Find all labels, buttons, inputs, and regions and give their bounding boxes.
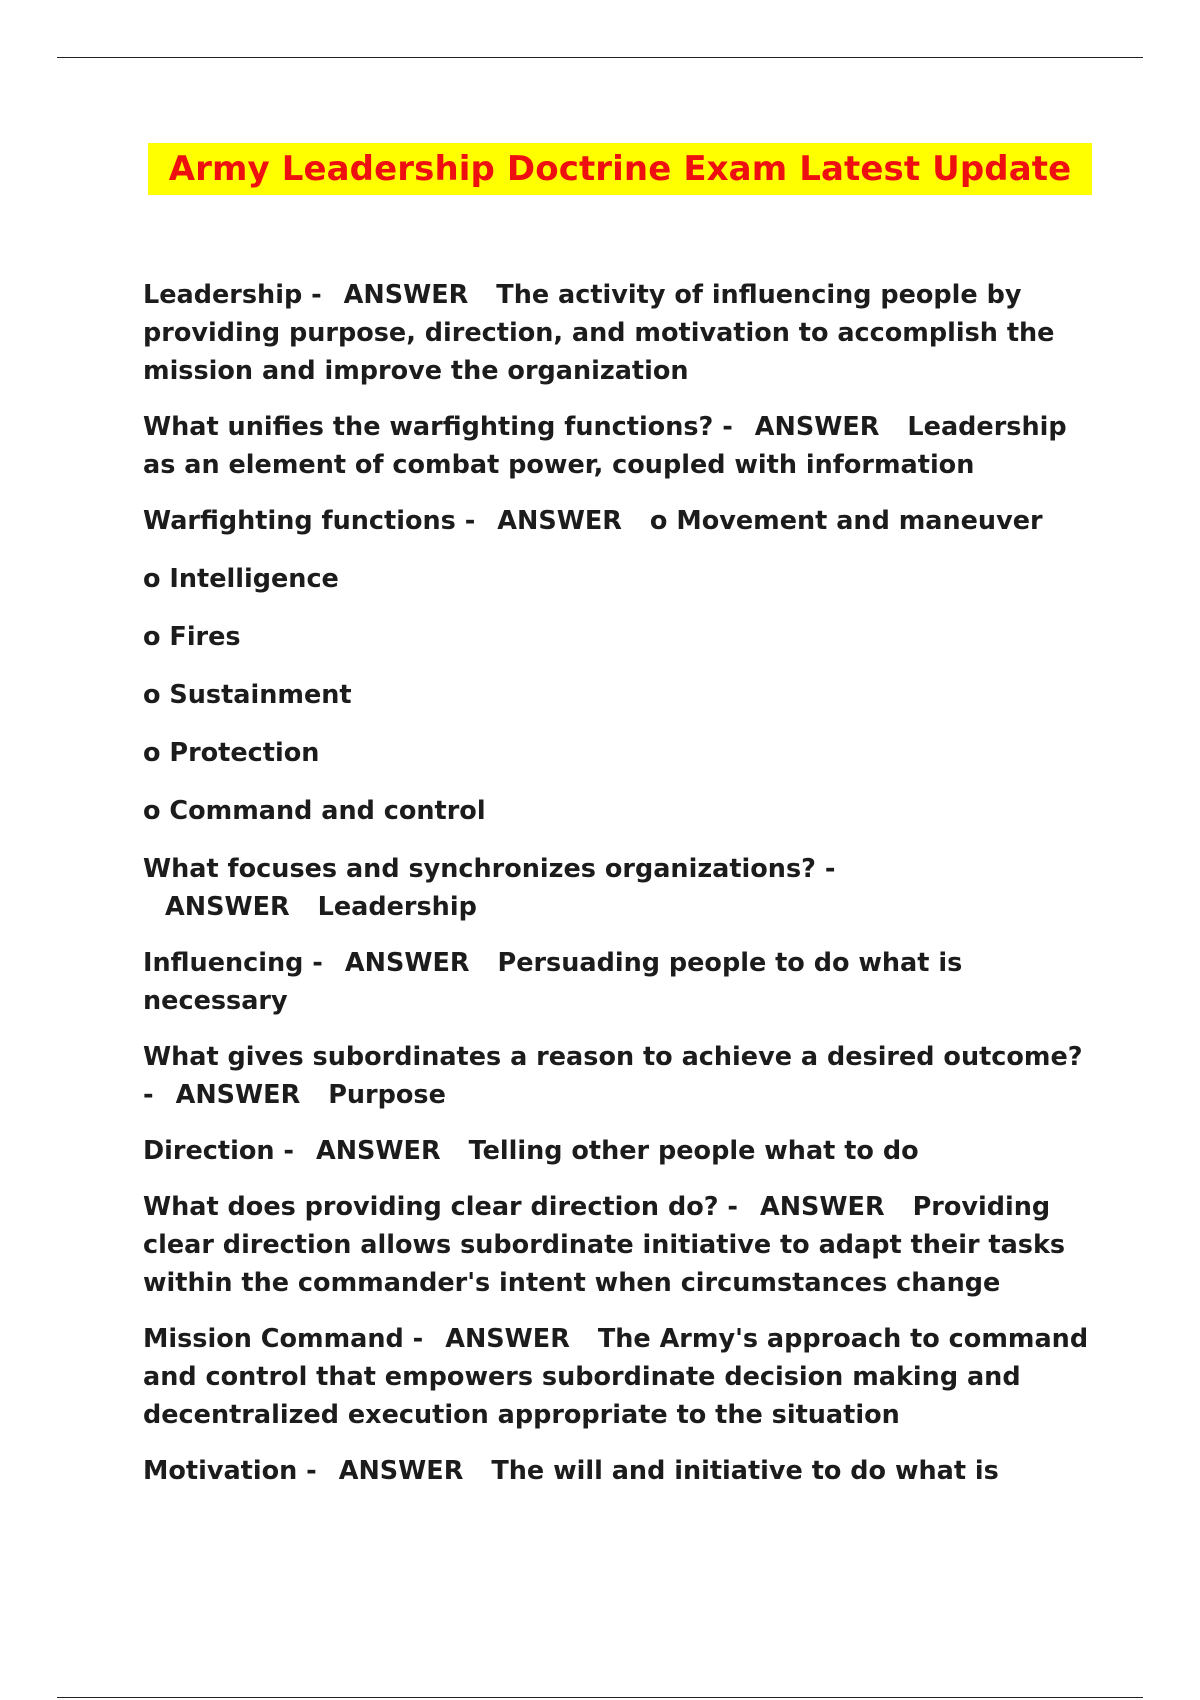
question: Motivation - xyxy=(143,1456,317,1486)
question: What focuses and synchronizes organizations? - xyxy=(143,854,836,884)
answer: The Army's approach to command and control that empowers subordinate decision making and decentralized execution appropriate to the situation xyxy=(143,1324,1089,1430)
answer-marker: ANSWER xyxy=(445,1324,570,1354)
answer: The activity of influencing people by providing purpose, direction, and motivation to accomplish the mission and improve the organization xyxy=(143,280,1055,386)
qa-item xyxy=(143,1320,1093,1434)
question: Influencing - xyxy=(143,948,323,978)
answer-marker: ANSWER xyxy=(344,948,470,978)
answer: Providing clear direction allows subordinate initiative to adapt their tasks within the commander's intent when circumstances change xyxy=(143,1192,1066,1298)
qa-item xyxy=(143,502,1093,540)
question: Warfighting functions - xyxy=(143,506,476,536)
answer-marker: ANSWER xyxy=(759,1192,885,1222)
question: What unifies the warfighting functions? - xyxy=(143,412,733,442)
bottom-rule xyxy=(57,1697,1143,1698)
qa-item xyxy=(143,408,1093,484)
answer: o Movement and maneuver xyxy=(649,506,1043,536)
bullet-item: o Intelligence xyxy=(143,564,339,594)
qa-item xyxy=(143,1038,1093,1114)
answer: Persuading people to do what is necessary xyxy=(143,948,963,1016)
title-highlight xyxy=(148,143,1092,195)
qa-item xyxy=(143,944,1093,1020)
qa-item xyxy=(143,850,1093,926)
answer-marker: ANSWER xyxy=(497,506,622,536)
bullet-item: o Command and control xyxy=(143,796,486,826)
document-body xyxy=(143,276,1093,1508)
qa-item xyxy=(143,276,1093,390)
answer-marker: ANSWER xyxy=(338,1456,464,1486)
answer-marker: ANSWER xyxy=(754,412,880,442)
bullet-item: o Fires xyxy=(143,622,241,652)
answer: Leadership xyxy=(317,892,477,922)
question: Direction - xyxy=(143,1136,294,1166)
answer: Purpose xyxy=(328,1080,446,1110)
answer-marker: ANSWER xyxy=(343,280,469,310)
answer-marker: ANSWER xyxy=(315,1136,441,1166)
question: What does providing clear direction do? - xyxy=(143,1192,738,1222)
page-title: Army Leadership Doctrine Exam Latest Update xyxy=(168,149,1072,189)
bullet-item: o Sustainment xyxy=(143,680,352,710)
answer: The will and initiative to do what is xyxy=(491,1456,999,1486)
qa-item xyxy=(143,1188,1093,1302)
bullet-item: o Protection xyxy=(143,738,320,768)
answer-marker: ANSWER xyxy=(175,1080,301,1110)
top-rule xyxy=(57,57,1143,58)
qa-item xyxy=(143,1452,1093,1490)
answer: Leadership as an element of combat power, coupled with information xyxy=(143,412,1067,480)
qa-item xyxy=(143,1132,1093,1170)
question: Leadership - xyxy=(143,280,322,310)
question: Mission Command - xyxy=(143,1324,424,1354)
question: What gives subordinates a reason to achieve a desired outcome? - xyxy=(143,1042,1083,1110)
answer-marker: ANSWER xyxy=(165,892,290,922)
answer: Telling other people what to do xyxy=(468,1136,919,1166)
